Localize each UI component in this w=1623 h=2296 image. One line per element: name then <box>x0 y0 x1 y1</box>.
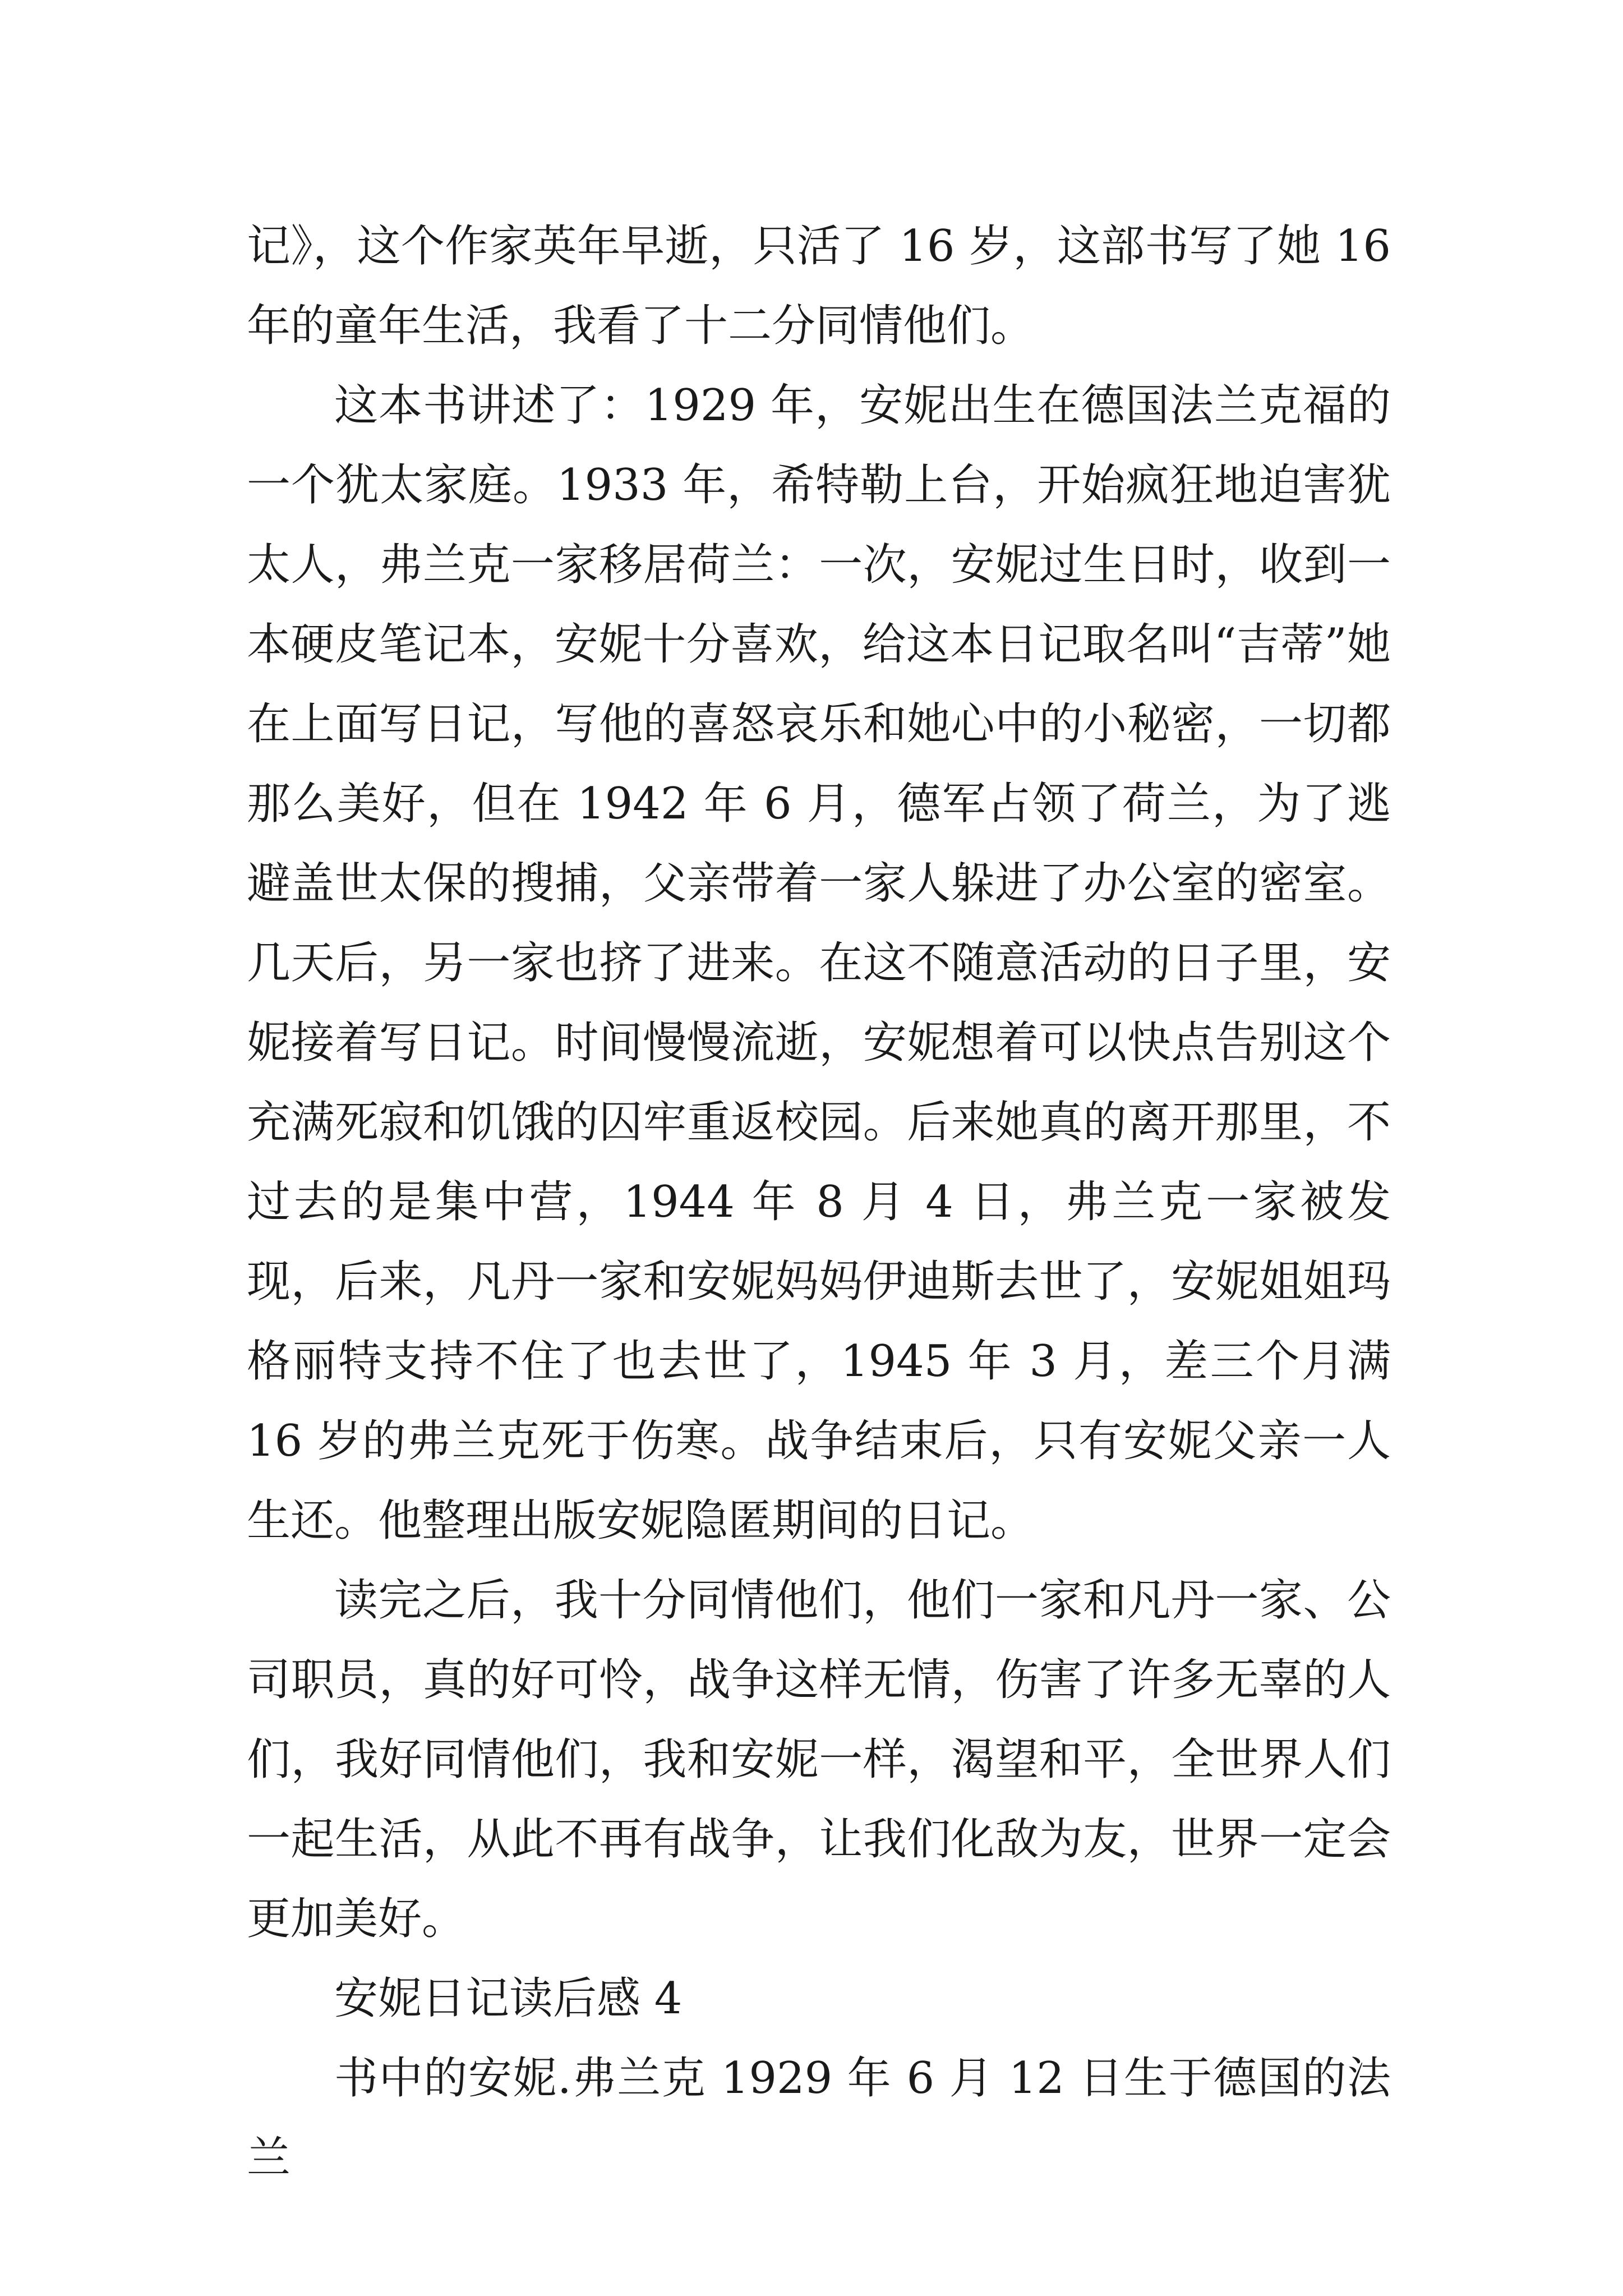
document-body <box>247 206 1391 2198</box>
paragraph-story-summary: 这本书讲述了：1929 年，安妮出生在德国法兰克福的一个犹太家庭。1933 年，希特勒上台，开始疯狂地迫害犹太人，弗兰克一家移居荷兰：一次，安妮过生日时，收到一本硬皮笔记本，安妮十分喜欢，给这本日记取名叫“吉蒂”她在上面写日记，写他的喜怒哀乐和她心中的小秘密，一切都那么美好，但在 1942 年 6 月，德军占领了荷兰，为了逃避盖世太保的搜捕，父亲带着一家人躲进了办公室的密室。几天后，另一家也挤了进来。在这不随意活动的日子里，安妮接着写日记。时间慢慢流逝，安妮想着可以快点告别这个充满死寂和饥饿的囚牢重返校园。后来她真的离开那里，不过去的是集中营，1944 年 8 月 4 日，弗兰克一家被发现，后来，凡丹一家和安妮妈妈伊迪斯去世了，安妮姐姐玛格丽特支持不住了也去世了，1945 年 3 月，差三个月满 16 岁的弗兰克死于伤寒。战争结束后，只有安妮父亲一人生还。他整理出版安妮隐匿期间的日记。 <box>247 380 1391 1546</box>
paragraph-continuation: 记》，这个作家英年早逝，只活了 16 岁，这部书写了她 16 年的童年生活，我看了十二分同情他们。 <box>247 221 1391 351</box>
paragraph-reflection: 读完之后，我十分同情他们，他们一家和凡丹一家、公司职员，真的好可怜，战争这样无情，伤害了许多无辜的人们，我好同情他们，我和安妮一样，渴望和平，全世界人们一起生活，从此不再有战争，让我们化敌为友，世界一定会更加美好。 <box>247 1575 1391 1944</box>
paragraph-next-section: 书中的安妮.弗兰克 1929 年 6 月 12 日生于德国的法兰 <box>247 2053 1391 2183</box>
section-heading: 安妮日记读后感 4 <box>334 1973 683 2024</box>
